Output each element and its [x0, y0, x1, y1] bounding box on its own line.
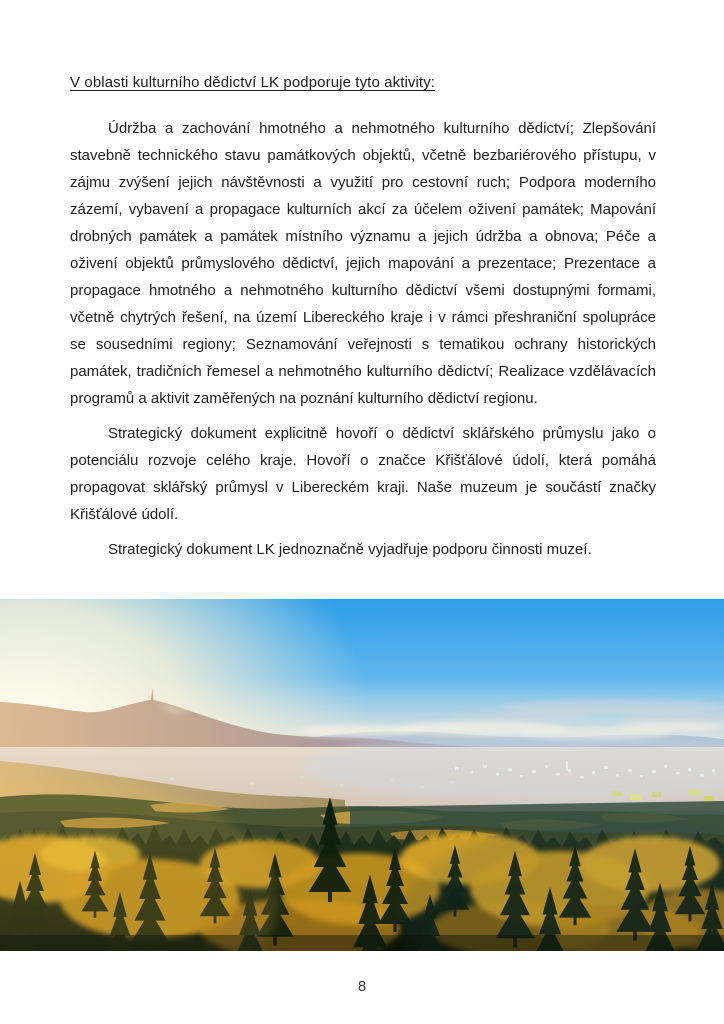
landscape-photo: [0, 599, 724, 951]
body-paragraph-1: Údržba a zachování hmotného a nehmotného kulturního dědictví; Zlepšování stavebně technického stavu památkových objektů, včetně bezbariérového přístupu, v zájmu zvýšení jejich návštěvnosti a využití pro cestovní ruch; Podpora moderního zázemí, vybavení a propagace kulturních akcí za účelem oživení památek; Mapování drobných památek a památek místního významu a jejich údržba a obnova; Péče a oživení objektů průmyslového dědictví, jejich mapování a prezentace; Prezentace a propagace hmotného a nehmotného kulturního dědictví všemi dostupnými formami, včetně chytrých řešení, na území Libereckého kraje i v rámci přeshraniční spolupráce se sousedními regiony; Seznamování veřejnosti s tematikou ochrany historických památek, tradičních řemesel a nehmotného kulturního dědictví; Realizace vzdělávacích programů a aktivit zaměřených na poznání kulturního dědictví regionu.: [70, 120, 656, 407]
text-block: [70, 74, 656, 571]
page-number: 8: [357, 978, 367, 995]
body-paragraph-2: Strategický dokument explicitně hovoří o dědictví sklářského průmyslu jako o potenciálu rozvoje celého kraje. Hovoří o značce Křišťálové údolí, která pomáhá propagovat sklářský průmysl v Libereckém kraji. Naše muzeum je součástí značky Křišťálové údolí.: [70, 425, 656, 523]
body-paragraph-3: Strategický dokument LK jednoznačně vyjadřuje podporu činnosti muzeí.: [108, 541, 592, 558]
section-heading: V oblasti kulturního dědictví LK podporuje tyto aktivity:: [70, 74, 436, 91]
landscape-photo-art: [0, 599, 724, 951]
